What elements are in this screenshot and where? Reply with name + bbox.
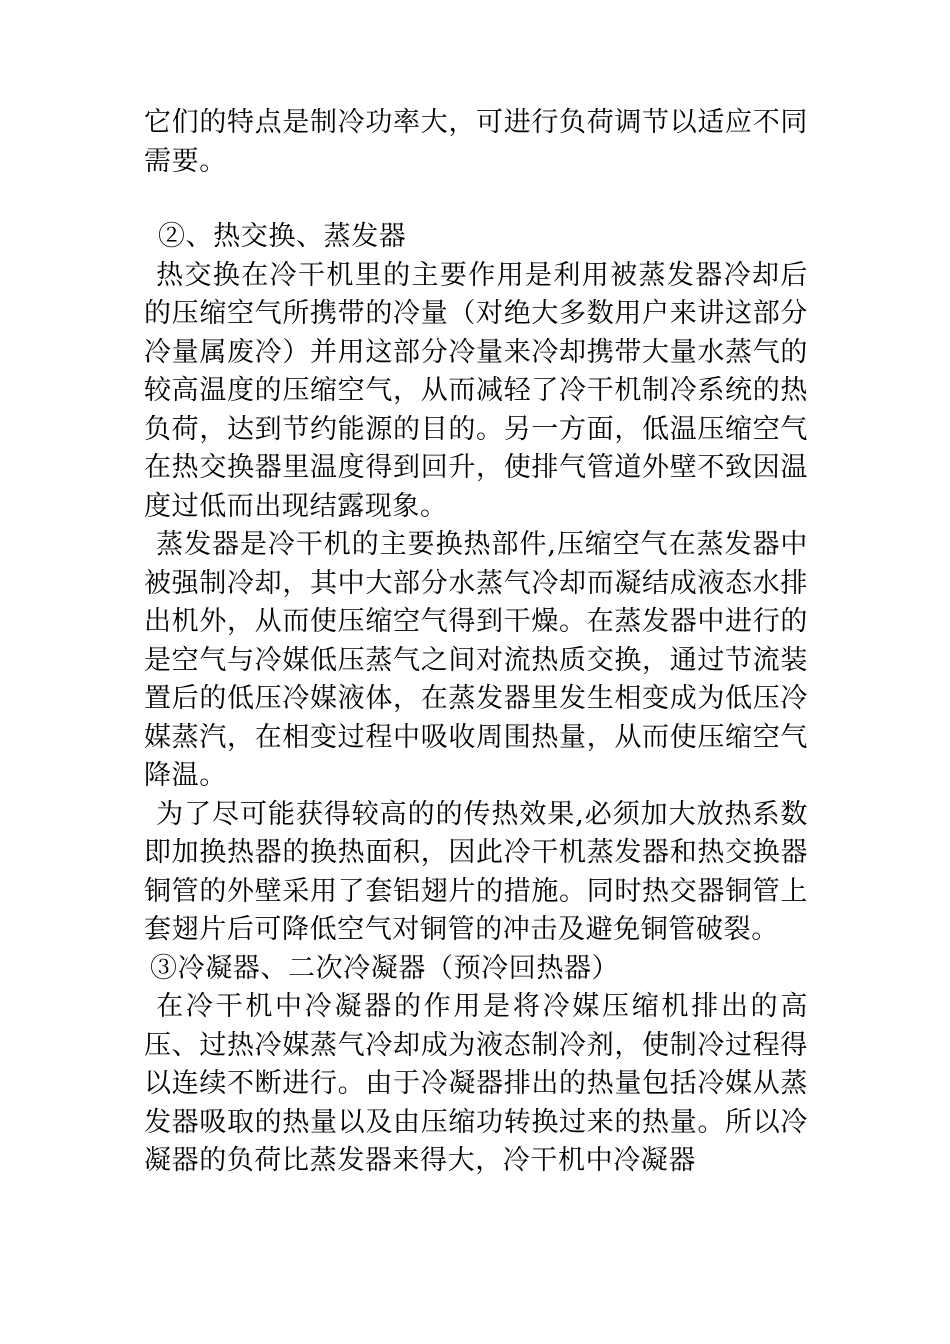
section-heading-heat-exchanger-evaporator: ②、热交换、蒸发器 bbox=[158, 221, 407, 252]
section-heading-condenser: ③冷凝器、二次冷凝器（预冷回热器） bbox=[150, 952, 620, 984]
paragraph-heat-exchanger: 热交换在冷干机里的主要作用是利用被蒸发器冷却后的压缩空气所携带的冷量（对绝大多数用户来讲这部分冷量属废冷）并用这部分冷量来冷却携带大量水蒸气的较高温度的压缩空气，从而减轻了冷干机制冷系统的热负荷，达到节约能源的目的。另一方面，低温压缩空气在热交换器里温度得到回升，使排气管道外壁不致因温度过低而出现结露现象。 bbox=[144, 259, 808, 522]
paragraph-heat-transfer: 为了尽可能获得较高的的传热效果,必须加大放热系数即加换热器的换热面积，因此冷干机蒸发器和热交换器铜管的外壁采用了套铝翅片的措施。同时热交器铜管上套翅片后可降低空气对铜管的冲击及避免铜管破裂。 bbox=[144, 798, 808, 945]
document-page bbox=[144, 104, 808, 1181]
intro-paragraph: 它们的特点是制冷功率大，可进行负荷调节以适应不同需要。 bbox=[144, 107, 808, 177]
paragraph-evaporator: 蒸发器是冷干机的主要换热部件,压缩空气在蒸发器中被强制冷却，其中大部分水蒸气冷却而凝结成液态水排出机外，从而使压缩空气得到干燥。在蒸发器中进行的是空气与冷媒低压蒸气之间对流热质交换，通过节流装置后的低压冷媒液体，在蒸发器里发生相变成为低压冷媒蒸汽，在相变过程中吸收周围热量，从而使压缩空气降温。 bbox=[144, 529, 808, 791]
paragraph-condenser: 在冷干机中冷凝器的作用是将冷媒压缩机排出的高压、过热冷媒蒸气冷却成为液态制冷剂，使制冷过程得以连续不断进行。由于冷凝器排出的热量包括冷媒从蒸发器吸取的热量以及由压缩功转换过来的热量。所以冷凝器的负荷比蒸发器来得大，冷干机中冷凝器 bbox=[144, 991, 808, 1176]
